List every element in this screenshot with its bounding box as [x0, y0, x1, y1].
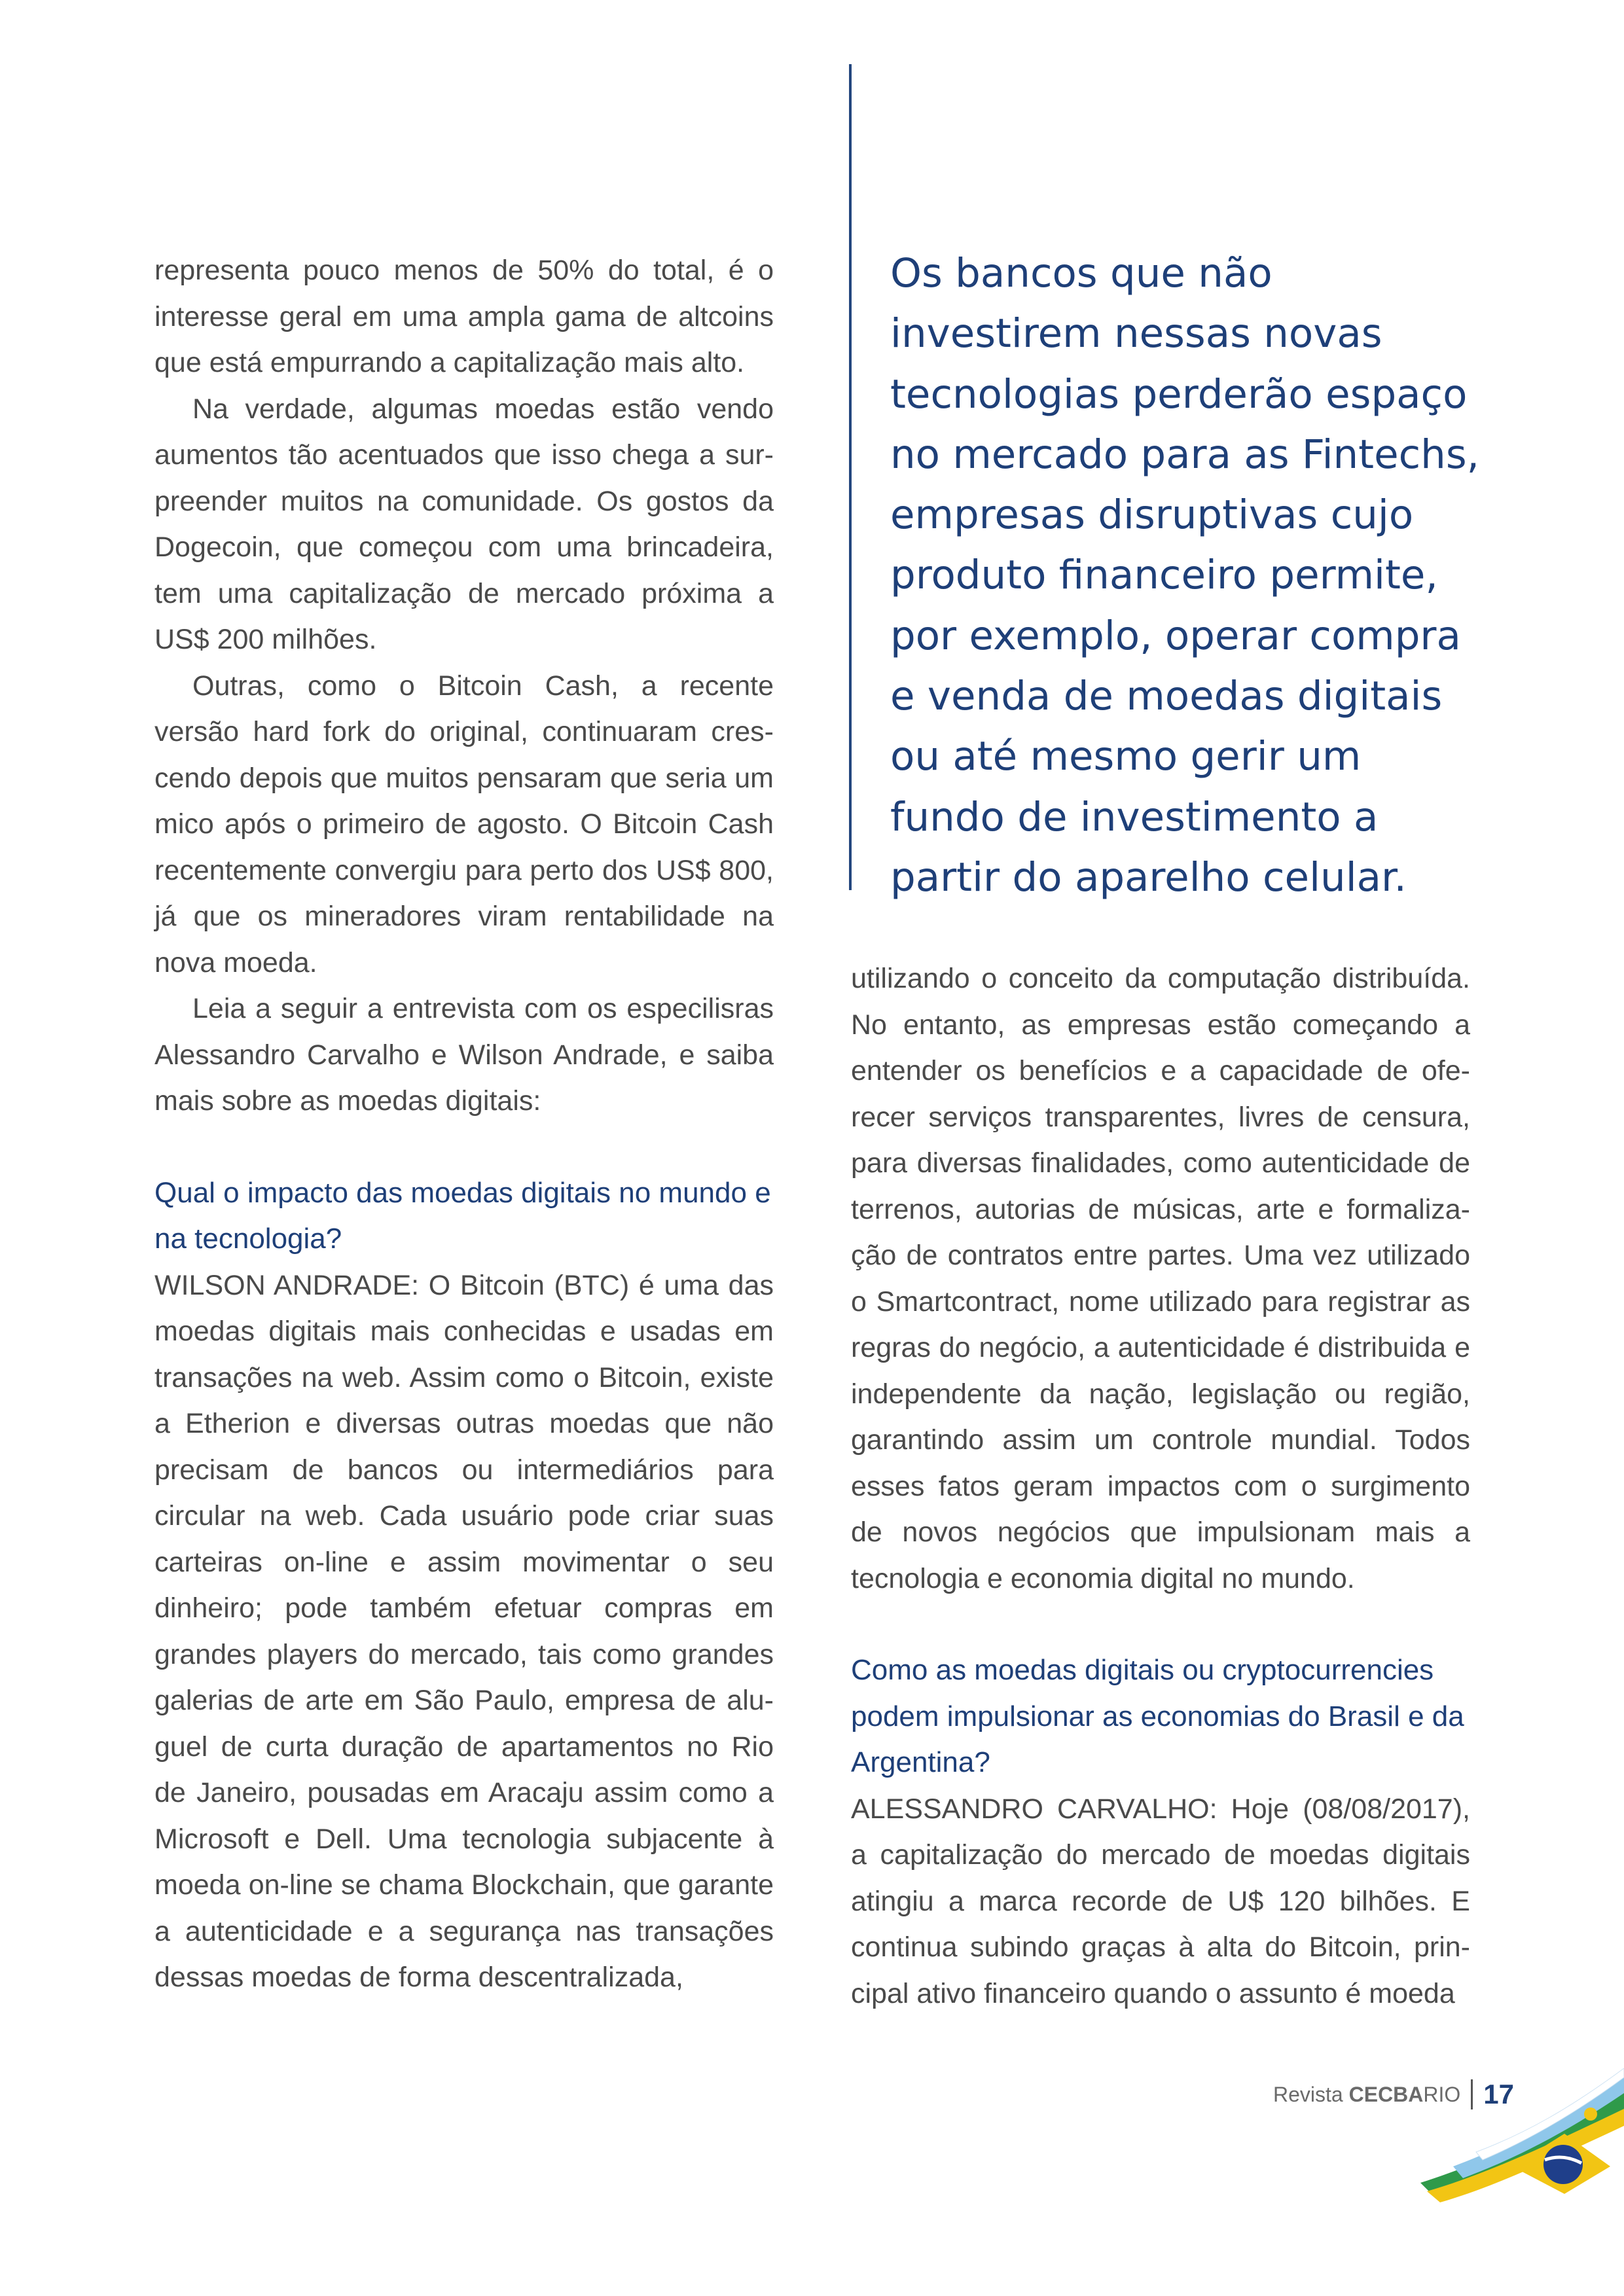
- question-2: Como as moedas digitais ou cryptocurrencies podem impulsionar as economias do Brasil e da Argentina?: [851, 1654, 1464, 1778]
- paragraph-1: representa pouco menos de 50% do total, é o interesse geral em uma ampla gama de altcoins que está empurrando a capitalização mais alto.: [154, 255, 774, 378]
- magazine-name: Revista CECBARIO: [1273, 2082, 1461, 2106]
- question-1: Qual o impacto das moedas digitais no mundo e na tecnologia?: [154, 1176, 771, 1255]
- answer-2: ALESSANDRO CARVALHO: Hoje (08/08/2017), a capitalização do mercado de moedas digitais atingiu a marca recorde de U$ 120 bilhões. E continua subindo graças à alta do Bitcoin, principal ativo financeiro quando o assunto é moeda: [851, 1793, 1470, 2009]
- paragraph-4: Leia a seguir a entrevista com os especilisras Alessandro Carvalho e Wilson Andrade, e saiba mais sobre as moedas digitais:: [154, 993, 774, 1117]
- paragraph-2: Na verdade, algumas moedas estão vendo aumentos tão acentuados que isso chega a surpreender muitos na comunidade. Os gostos da Dogecoin, que começou com uma brincadeira, tem uma capitalização de mercado próxima a US$ 200 milhões.: [154, 393, 774, 655]
- answer-1: WILSON ANDRADE: O Bitcoin (BTC) é uma das moedas digitais mais conhecidas e usadas em transações na web. Assim como o Bitcoin, existe a Etherion e diversas outras moedas que não precisam de bancos ou intermediários para circular na web. Cada usuário pode criar suas carteiras on-line e assim movimentar o seu dinheiro; pode também efetuar compras em grandes players do mercado, tais como grandes galerias de arte em São Paulo, empresa de aluguel de curta duração de apartamentos no Rio de Janeiro, pousadas em Aracaju assim como a Microsoft e Dell. Uma tecnologia subjacente à moeda on-line se chama Blockchain, que garante a autenticidade e a segurança nas transações dessas moedas de forma descentralizada,: [154, 1269, 774, 1993]
- page-number: 17: [1483, 2079, 1514, 2109]
- right-column: [851, 956, 1470, 2017]
- paragraph-3: Outras, como o Bitcoin Cash, a recente versão hard fork do original, continuaram crescendo depois que muitos pensaram que seria um mico após o primeiro de agosto. O Bitcoin Cash recentemente convergiu para perto dos US$ 800, já que os mineradores viram rentabilidade na nova moeda.: [154, 670, 774, 978]
- spacer: [154, 1124, 774, 1170]
- spacer: [851, 1602, 1470, 1647]
- brazil-argentina-flag-ribbon-icon: [1414, 2068, 1624, 2206]
- paragraph-5: utilizando o conceito da computação distribuída. No entanto, as empresas estão começando a entender os benefícios e a capacidade de oferecer serviços transparentes, livres de censura, para diversas finalidades, como autenticidade de terrenos, autorias de músicas, arte e formalização de contratos entre partes. Uma vez utilizado o Smartcontract, nome utilizado para registrar as regras do negócio, a autenticidade é distribuida e independente da nação, legislação ou região, garantindo assim um controle mundial. Todos esses fatos geram impactos com o surgimento de novos negócios que impulsionam mais a tecnologia e economia digital no mundo.: [851, 963, 1470, 1594]
- pull-quote: Os bancos que não investirem nessas novas tecnologias perderão espaço no mercado para as Fintechs, empresas disruptivas cujo produto financeiro permite, por exemplo, operar compra e venda de moedas digitais ou até mesmo gerir um fundo de investimento a partir do aparelho celular.: [890, 250, 1479, 901]
- left-column: [154, 247, 774, 2001]
- pull-quote-rule: [849, 64, 852, 890]
